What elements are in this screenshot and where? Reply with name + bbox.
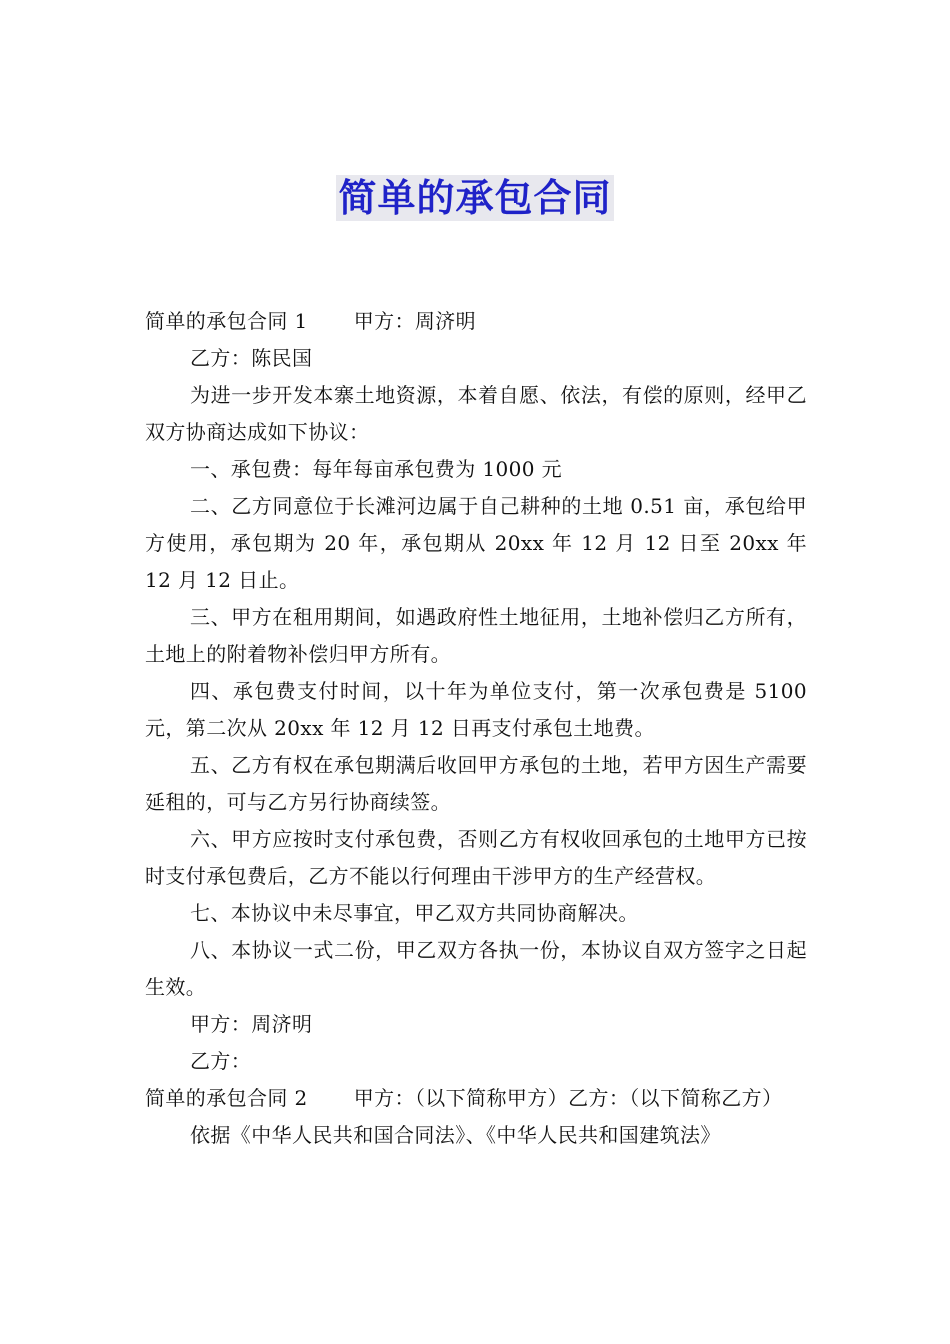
contract1-party-a: 甲方：周济明 [353, 309, 477, 333]
contract2-parties: 甲方：（以下简称甲方）乙方：（以下简称乙方） [353, 1086, 783, 1110]
clause-7: 七、本协议中未尽事宜，甲乙双方共同协商解决。 [190, 901, 639, 925]
clause-6: 六、甲方应按时支付承包费，否则乙方有权收回承包的土地甲方已按时支付承包费后，乙方不能以行何理由干涉甲方的生产经营权。 [145, 827, 807, 888]
clause-1: 一、承包费：每年每亩承包费为 1000 元 [190, 457, 563, 481]
contract1-party-b: 乙方：陈民国 [190, 346, 313, 370]
clause-4: 四、承包费支付时间，以十年为单位支付，第一次承包费是 5100 元，第二次从 20xx 年 12 月 12 日再支付承包土地费。 [145, 679, 807, 740]
clause-2: 二、乙方同意位于长滩河边属于自己耕种的土地 0.51 亩，承包给甲方使用，承包期为 20 年，承包期从 20xx 年 12 月 12 日至 20xx 年 12 月 12 日止。 [145, 494, 807, 592]
contract2-basis: 依据《中华人民共和国合同法》、《中华人民共和国建筑法》 [190, 1123, 721, 1147]
document-body [145, 303, 807, 1154]
contract1-intro: 为进一步开发本寨土地资源，本着自愿、依法，有偿的原则，经甲乙双方协商达成如下协议： [145, 383, 807, 444]
clause-8: 八、本协议一式二份，甲乙双方各执一份，本协议自双方签字之日起生效。 [145, 938, 807, 999]
contract2-heading-line [145, 1080, 807, 1117]
clause-3: 三、甲方在租用期间，如遇政府性土地征用，土地补偿归乙方所有，土地上的附着物补偿归甲方所有。 [145, 605, 807, 666]
contract1-heading-line [145, 303, 807, 340]
title-container [0, 175, 950, 221]
document-title: 简单的承包合同 [338, 176, 612, 220]
contract1-sign-b: 乙方： [190, 1049, 252, 1073]
contract2-heading: 简单的承包合同 2 [145, 1086, 308, 1110]
contract1-heading: 简单的承包合同 1 [145, 309, 308, 333]
clause-5: 五、乙方有权在承包期满后收回甲方承包的土地，若甲方因生产需要延租的，可与乙方另行协商续签。 [145, 753, 807, 814]
contract1-sign-a: 甲方：周济明 [190, 1012, 313, 1036]
